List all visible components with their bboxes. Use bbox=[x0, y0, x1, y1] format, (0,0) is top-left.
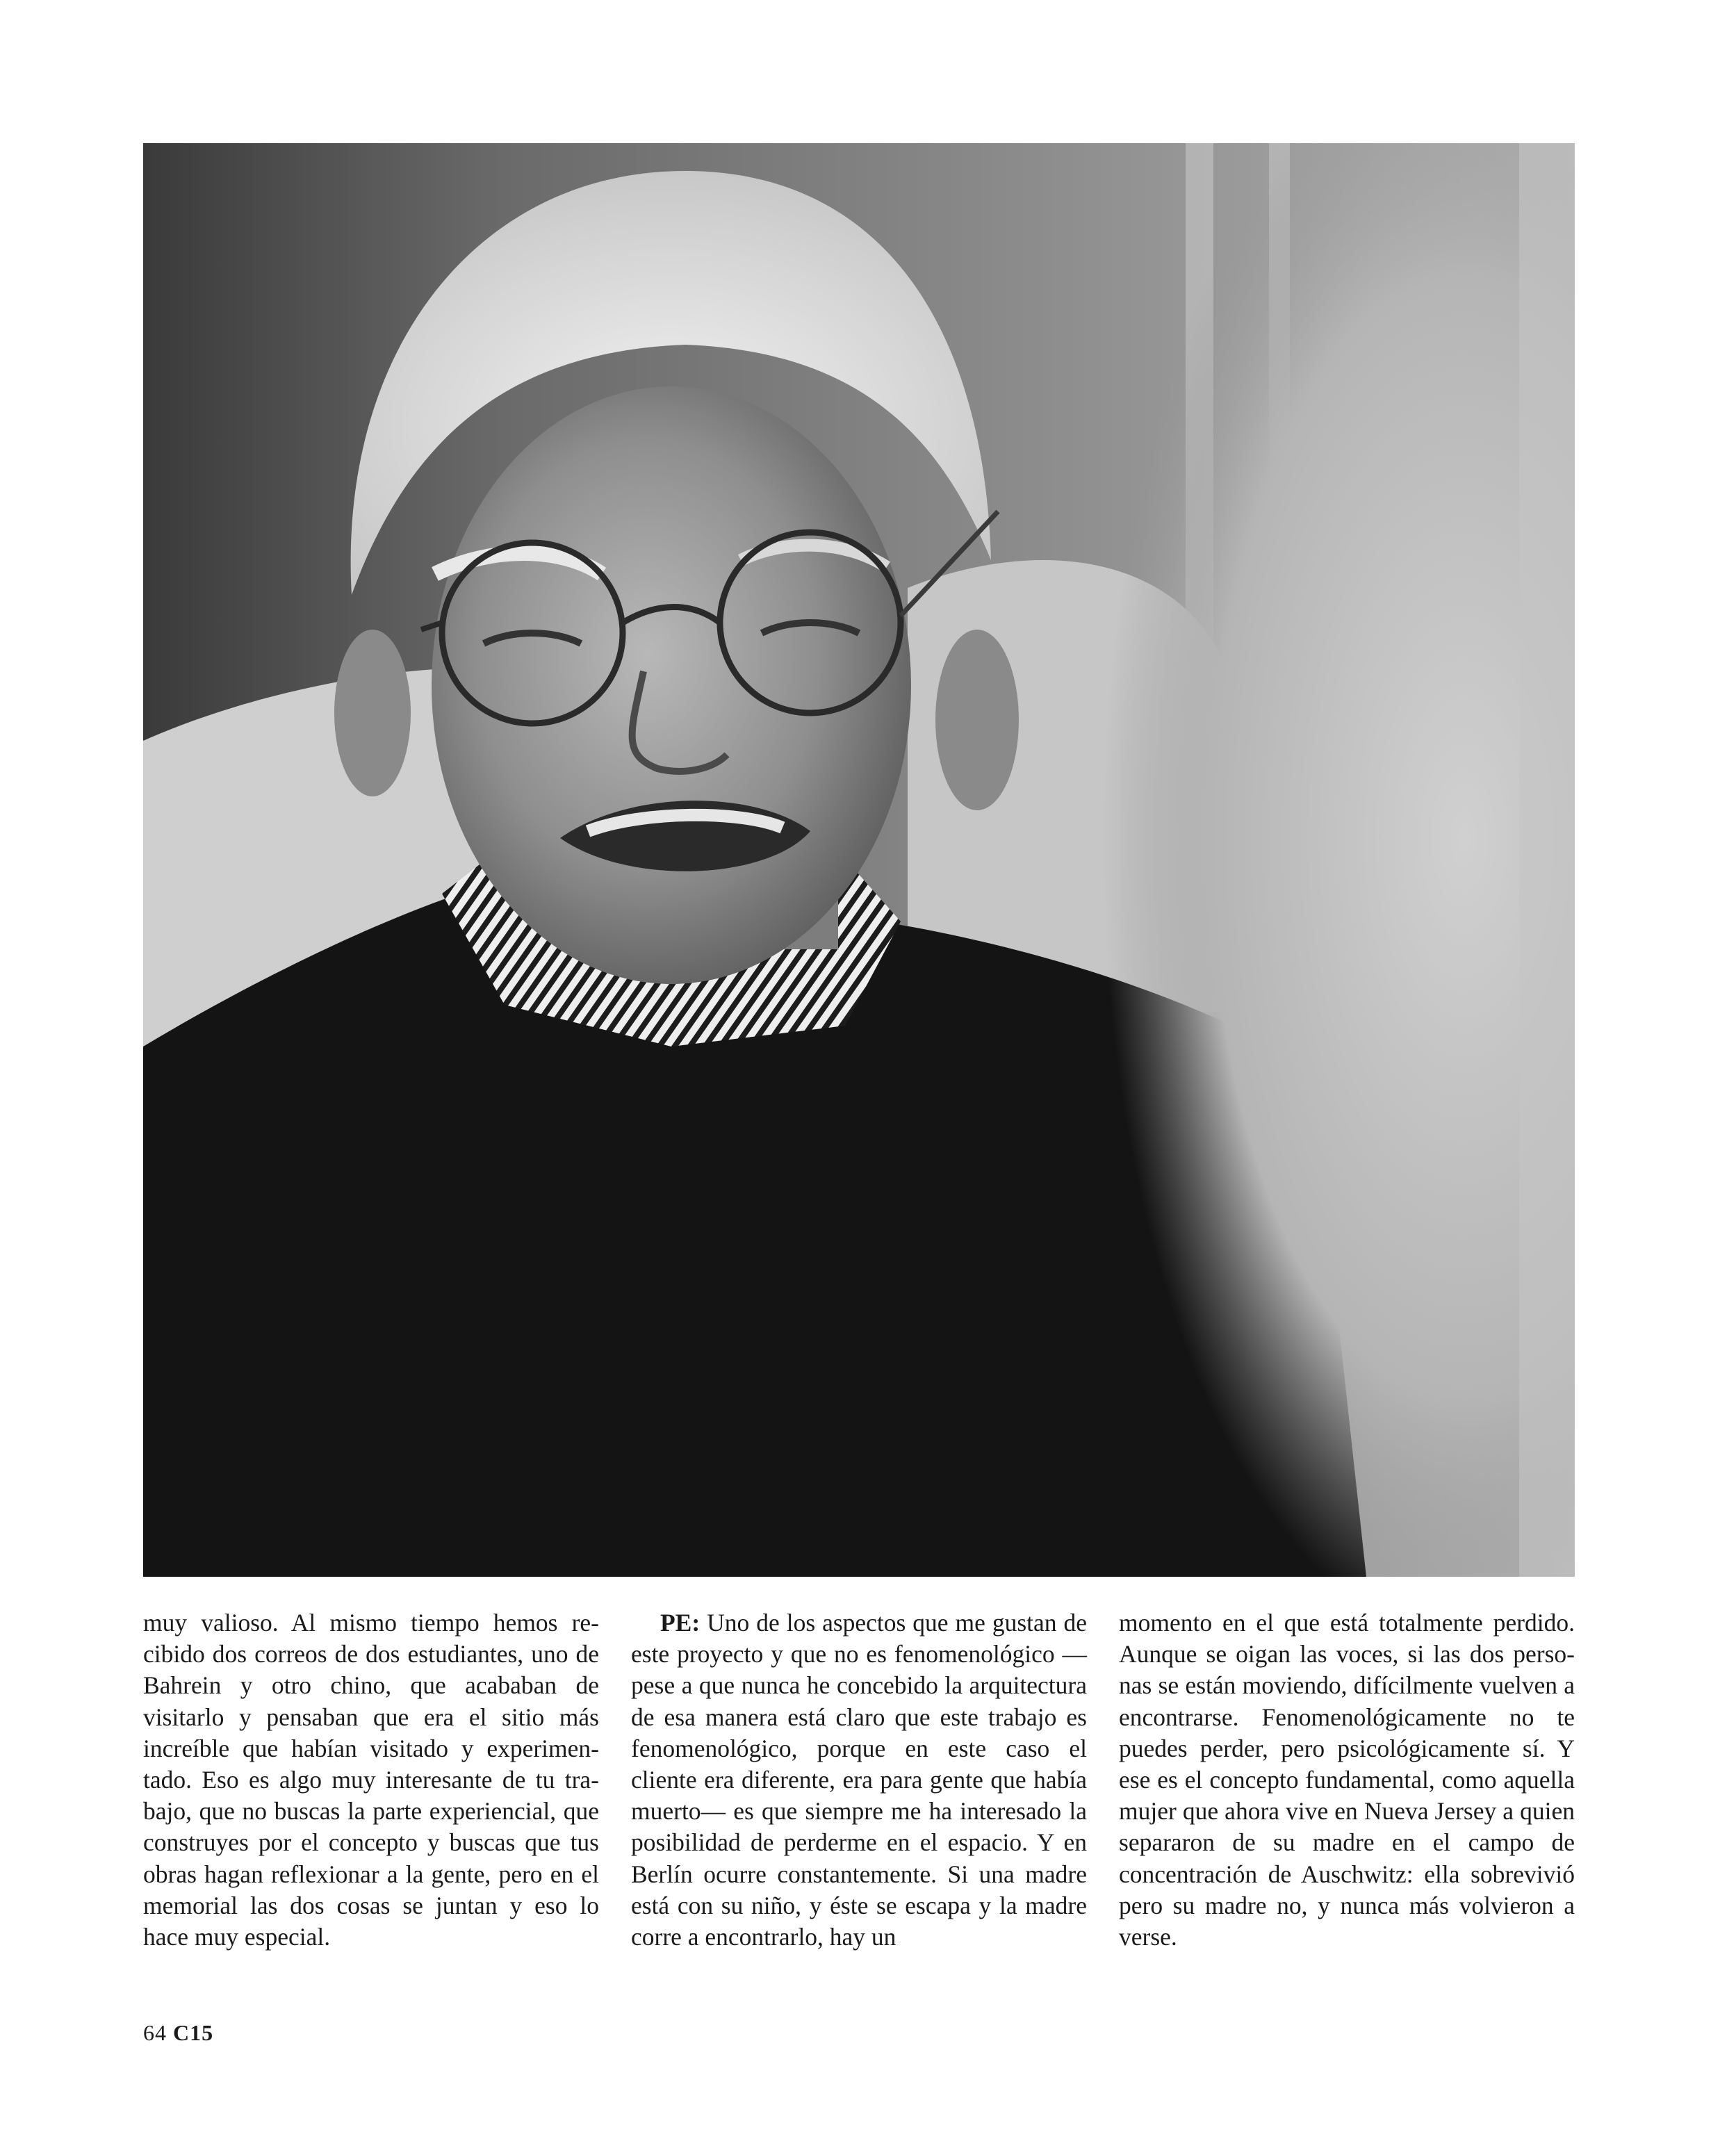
article-columns bbox=[143, 1607, 1575, 1983]
speaker-label: PE: bbox=[660, 1609, 701, 1637]
page-folio bbox=[143, 2020, 213, 2046]
magazine-name: C15 bbox=[173, 2020, 214, 2045]
column-2-text: Uno de los aspectos que me gustan de este proyecto y que no es fenomenológico —pese a que nunca he concebido la arquitectura de esa manera está claro que este trabajo es fenomenológico, porque en este caso el cliente era diferente, era para gente que había muerto— es que siempre me ha interesado la posibilidad de perderme en el espacio. Y en Berlín ocurre constantemente. Si una madre está con su niño, y éste se escapa y la madre corre a encontrarlo, hay un bbox=[631, 1609, 1087, 1951]
column-1-text: muy valioso. Al mismo tiempo hemos recibido dos correos de dos estudiantes, uno de Bahrein y otro chino, que acababan de visitarlo y pensaban que era el sitio más increíble que habían visitado y experimentado. Eso es algo muy interesante de tu trabajo, que no buscas la parte experiencial, que construyes por el concepto y buscas que tus obras hagan reflexionar a la gente, pero en el memorial las dos cosas se juntan y eso lo hace muy especial. bbox=[143, 1609, 599, 1951]
column-3-text: momento en el que está totalmente perdido. Aunque se oigan las voces, si las dos personas se están moviendo, difícilmente vuelven a encontrarse. Fenomenológicamente no te puedes perder, pero psicológicamente sí. Y ese es el concepto fundamental, como aquella mujer que ahora vive en Nueva Jersey a quien separaron de su madre en el campo de concentración de Auschwitz: ella sobrevivió pero su madre no, y nunca más volvieron a verse. bbox=[1119, 1609, 1575, 1951]
article-column-1 bbox=[143, 1607, 599, 1953]
portrait-photo bbox=[143, 143, 1575, 1577]
page-number: 64 bbox=[143, 2020, 167, 2045]
article-column-2 bbox=[631, 1607, 1087, 1953]
article-column-3 bbox=[1119, 1607, 1575, 1953]
